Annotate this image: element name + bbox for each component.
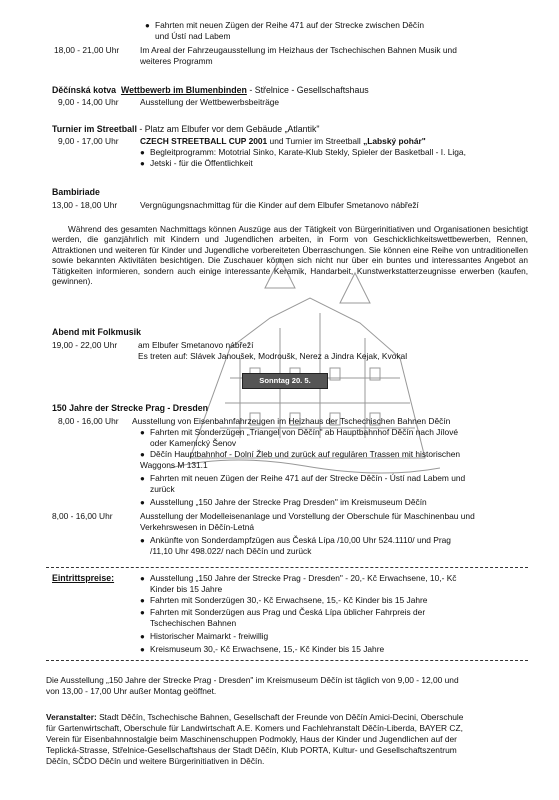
eintritt-b5: Kreismuseum 30,- Kč Erwachsene, 15,- Kč Kinder bis 15 Jahre <box>150 644 385 654</box>
bullet-icon: ● <box>140 536 145 545</box>
veranstalter-line3: Verein für Eisenbahnnostalgie beim Maschinenschuppen Podmokly, Haus der Kinder und Jugendlichen auf der <box>46 734 457 744</box>
bullet-icon: ● <box>140 498 145 507</box>
folk-text-line2: Es treten auf: Slávek Janoušek, Modroušk, Nerez a Jindra Kejak, Kvokal <box>138 351 408 361</box>
intro-bullet-line2: und Ústí nad Labem <box>155 31 231 41</box>
prag-time1: 8,00 - 16,00 Uhr <box>58 416 119 426</box>
bullet-icon: ● <box>140 159 145 168</box>
veranstalter-line2: für Gartenwirtschaft, Oberschule für Landwirtschaft A.E. Komers und Fachlehranstalt Děčín-Liberda, BAYER CZ, <box>46 723 463 733</box>
prag-b3-line2: zurück <box>150 484 175 494</box>
eintritt-label: Eintrittspreise: <box>52 573 115 583</box>
eintritt-b4: Historischer Maimarkt - freiwillig <box>150 631 269 641</box>
folk-heading: Abend mit Folkmusik <box>52 327 141 337</box>
intro-text-line1: Im Areal der Fahrzeugausstellung im Heizhaus der Tschechischen Bahnen Musik und <box>140 45 457 55</box>
veranstalter-line4: Teplická-Strasse, Střelnice-Gesellschaftshaus der Stadt Děčín, Klub PORTA, Kultur- und Gesellschaftszentrum <box>46 745 457 755</box>
streetball-text: CZECH STREETBALL CUP 2001 und Turnier im Streetball „Labský pohár" <box>140 136 426 146</box>
prag-heading: 150 Jahre der Strecke Prag - Dresden <box>52 403 208 413</box>
prag-b1-line1: Fahrten mit Sonderzügen „Triangel von Děčín" ab Hauptbahnhof Děčín nach Jílové <box>150 427 459 437</box>
prag-time2: 8,00 - 16,00 Uhr <box>52 511 113 521</box>
bullet-icon: ● <box>140 574 145 583</box>
folk-text-line1: am Elbufer Smetanovo nábřeží <box>138 340 254 350</box>
prag-b5-line2: /11,10 Uhr 498.022/ nach Děčín und zurück <box>150 546 312 556</box>
eintritt-b1-line2: Kinder bis 15 Jahre <box>150 584 223 594</box>
prag-b3-line1: Fahrten mit neuen Zügen der Reihe 471 auf der Strecke Děčín - Ústí nad Labem und <box>150 473 466 483</box>
kotva-text: Ausstellung der Wettbewerbsbeiträge <box>140 97 280 107</box>
eintritt-b3-line1: Fahrten mit Sonderzügen aus Prag und Česká Lípa üblicher Fahrpreis der <box>150 607 426 617</box>
eintritt-b1-line1: Ausstellung „150 Jahre der Strecke Prag - Dresden" - 20,- Kč Erwachsene, 10,- Kč <box>150 573 457 583</box>
kotva-time: 9,00 - 14,00 Uhr <box>58 97 119 107</box>
prag-text2-line2: Verkehrswesen in Děčín-Letná <box>140 522 255 532</box>
bullet-icon: ● <box>140 428 145 437</box>
prag-b2-line1: Děčín Hauptbahnhof - Dolní Žleb und zurück auf regulären Trassen mit historischen <box>150 449 461 459</box>
bambiriade-heading: Bambiriade <box>52 187 100 197</box>
eintritt-b2: Fahrten mit Sonderzügen 30,- Kč Erwachsene, 15,- Kč Kinder bis 15 Jahre <box>150 595 428 605</box>
intro-time: 18,00 - 21,00 Uhr <box>54 45 120 55</box>
kotva-heading: Děčínská kotva Wettbewerb im Blumenbinden - Střelnice - Gesellschaftshaus <box>52 85 369 95</box>
divider-top <box>46 567 528 568</box>
bullet-icon: ● <box>140 596 145 605</box>
veranstalter-line1: Veranstalter: Stadt Děčín, Tschechische Bahnen, Gesellschaft der Freunde von Děčín Amici-Decini, Oberschule <box>46 712 464 722</box>
streetball-bullet2: Jetski - für die Öffentlichkeit <box>150 158 253 168</box>
bullet-icon: ● <box>140 474 145 483</box>
streetball-bullet1: Begleitprogramm: Mototrial Sinko, Karate-Klub Stekly, Spieler der Basketball - I. Liga, <box>150 147 466 157</box>
prag-b5-line1: Ankünfte von Sonderdampfzügen aus Česká Lípa /10,00 Uhr 524.1110/ und Prag <box>150 535 451 545</box>
prag-b1-line2: oder Kamenický Šenov <box>150 438 237 448</box>
bullet-icon: ● <box>145 21 150 30</box>
eintritt-b3-line2: Tschechischen Bahnen <box>150 618 237 628</box>
date-stamp: Sonntag 20. 5. <box>242 373 328 389</box>
prag-b4: Ausstellung „150 Jahre der Strecke Prag Dresden" im Kreismuseum Děčín <box>150 497 427 507</box>
streetball-time: 9,00 - 17,00 Uhr <box>58 136 119 146</box>
prag-text1: Ausstellung von Eisenbahnfahrzeugen im Heizhaus der Tschechischen Bahnen Děčín <box>132 416 451 426</box>
streetball-heading: Turnier im Streetball - Platz am Elbufer vor dem Gebäude „Atlantik" <box>52 124 320 134</box>
bullet-icon: ● <box>140 645 145 654</box>
footer-note-line1: Die Ausstellung „150 Jahre der Strecke Prag - Dresden" im Kreismuseum Děčín ist täglich von 9,00 - 12,00 und <box>46 675 459 685</box>
bambiriade-paragraph: Während des gesamten Nachmittags können Auszüge aus der Tätigkeit von Bürgerinitiativen und Organisationen besichtigt werden, die ganzjährlich mit Kindern und Jugendlichen arbeiten, in Form von Geschicklichkeitswettbewerben, Rennen, Attraktionen und weiteren für Kinder und Jugendliche vorbereiteten Überraschungen. Sie können eine Reihe von untraditionellen sowie bekannten Aktivitäten besichtigen. Die Zuschauer können sich nicht nur über ein buntes und interessantes Angebot an Tätigkeiten informieren, sondern auch einige interessante Keramik, Handarbeit, Kunstwerkstatterzeugnisse erwerben (kaufen, gewinnen). <box>52 224 528 287</box>
bullet-icon: ● <box>140 632 145 641</box>
prag-b2-line2: Waggons M 131.1 <box>140 460 208 470</box>
intro-bullet-line1: Fahrten mit neuen Zügen der Reihe 471 auf der Strecke zwischen Děčín <box>155 20 425 30</box>
divider-bottom <box>46 660 528 661</box>
bullet-icon: ● <box>140 148 145 157</box>
bullet-icon: ● <box>140 608 145 617</box>
footer-note-line2: von 13,00 - 17,00 Uhr außer Montag geöffnet. <box>46 686 217 696</box>
bullet-icon: ● <box>140 450 145 459</box>
prag-text2-line1: Ausstellung der Modelleisenanlage und Vorstellung der Oberschule für Maschinenbau und <box>140 511 475 521</box>
bambiriade-time: 13,00 - 18,00 Uhr <box>52 200 118 210</box>
bambiriade-text: Vergnügungsnachmittag für die Kinder auf dem Elbufer Smetanovo nábřeží <box>140 200 419 210</box>
intro-text-line2: weiteres Programm <box>140 56 213 66</box>
veranstalter-line5: Děčín, SČDO Děčín und weitere Bürgerinitiativen in Děčín. <box>46 756 265 766</box>
folk-time: 19,00 - 22,00 Uhr <box>52 340 118 350</box>
